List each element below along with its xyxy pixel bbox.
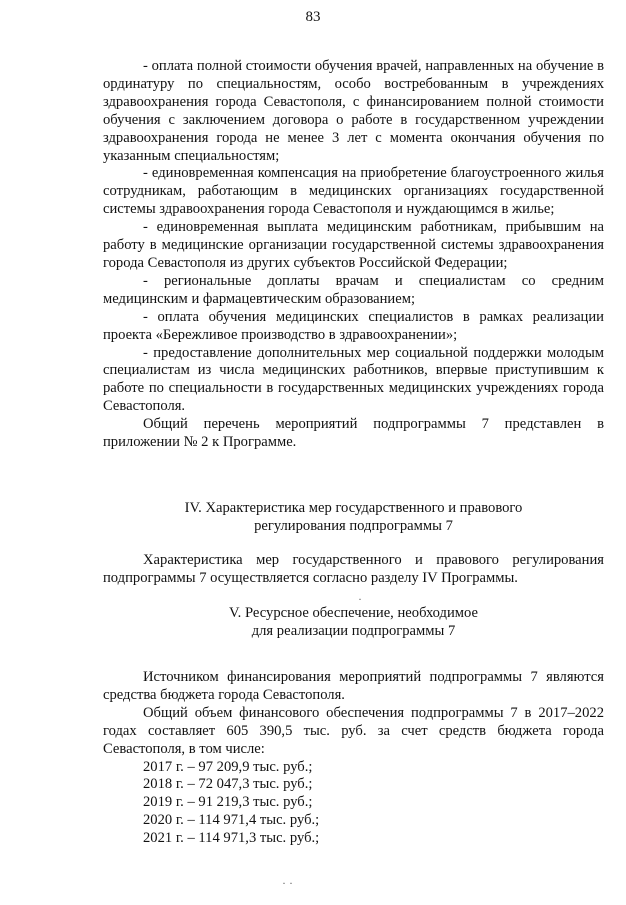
paragraph: Общий объем финансового обеспечения подпрограммы 7 в 2017–2022 годах составляет 605 390,5 тыс. руб. за счет средств бюджета города Севастополя, в том числе: [103,704,604,757]
section-v-body [103,669,604,848]
list-item: - единовременная компенсация на приобретение благоустроенного жилья сотрудникам, работающим в медицинских организациях государственной системы здравоохранения города Севастополя и нуждающимся в жилье; [103,165,604,218]
section-heading-line: для реализации подпрограммы 7 [251,623,456,639]
scan-artifact: · [358,592,362,606]
paragraph: Характеристика мер государственного и правового регулирования подпрограммы 7 осуществляется согласно разделу IV Программы. [103,552,604,586]
section-heading-line: IV. Характеристика мер государственного и правового [184,500,523,516]
section-v-heading [103,604,604,640]
list-item: - региональные доплаты врачам и специалистам со средним медицинским и фармацевтическим образованием; [103,272,604,307]
year-line: 2018 г. – 72 047,3 тыс. руб.; [143,776,313,793]
year-line: 2021 г. – 114 971,3 тыс. руб.; [143,830,320,847]
section-heading-line: регулирования подпрограммы 7 [254,518,453,534]
list-item: - единовременная выплата медицинским работникам, прибывшим на работу в медицинские организации государственной системы здравоохранения города Севастополя из других субъектов Российской Федерации; [103,219,604,271]
section-heading-line: V. Ресурсное обеспечение, необходимое [229,605,478,621]
list-item: - оплата полной стоимости обучения врачей, направленных на обучение в ординатуру по специальностям, особо востребованным в учреждениях здравоохранения города Севастополя, с финансированием полной стоимости обучения с заключением договора о работе в государственном учреждении здравоохранения города не менее 3 лет с момента окончания обучения по указанным специальностям; [103,58,604,164]
section-iv-heading [103,499,604,535]
list-item: - предоставление дополнительных мер социальной поддержки молодым специалистам из числа медицинских работников, впервые приступившим к работе по специальности в государственных медицинских учреждениях города Севастополя. [103,344,604,415]
year-line: 2017 г. – 97 209,9 тыс. руб.; [143,758,313,775]
year-line: 2019 г. – 91 219,3 тыс. руб.; [143,794,313,811]
page-number: 83 [305,9,321,25]
year-line: 2020 г. – 114 971,4 тыс. руб.; [143,812,320,829]
paragraph: Общий перечень мероприятий подпрограммы 7 представлен в приложении № 2 к Программе. [103,416,604,451]
measures-list [103,58,604,452]
section-iv-body [103,552,604,588]
scan-artifact: · · [282,876,293,890]
paragraph: Источником финансирования мероприятий подпрограммы 7 являются средства бюджета города Севастополя. [103,669,604,703]
list-item: - оплата обучения медицинских специалистов в рамках реализации проекта «Бережливое производство в здравоохранении»; [103,308,604,343]
